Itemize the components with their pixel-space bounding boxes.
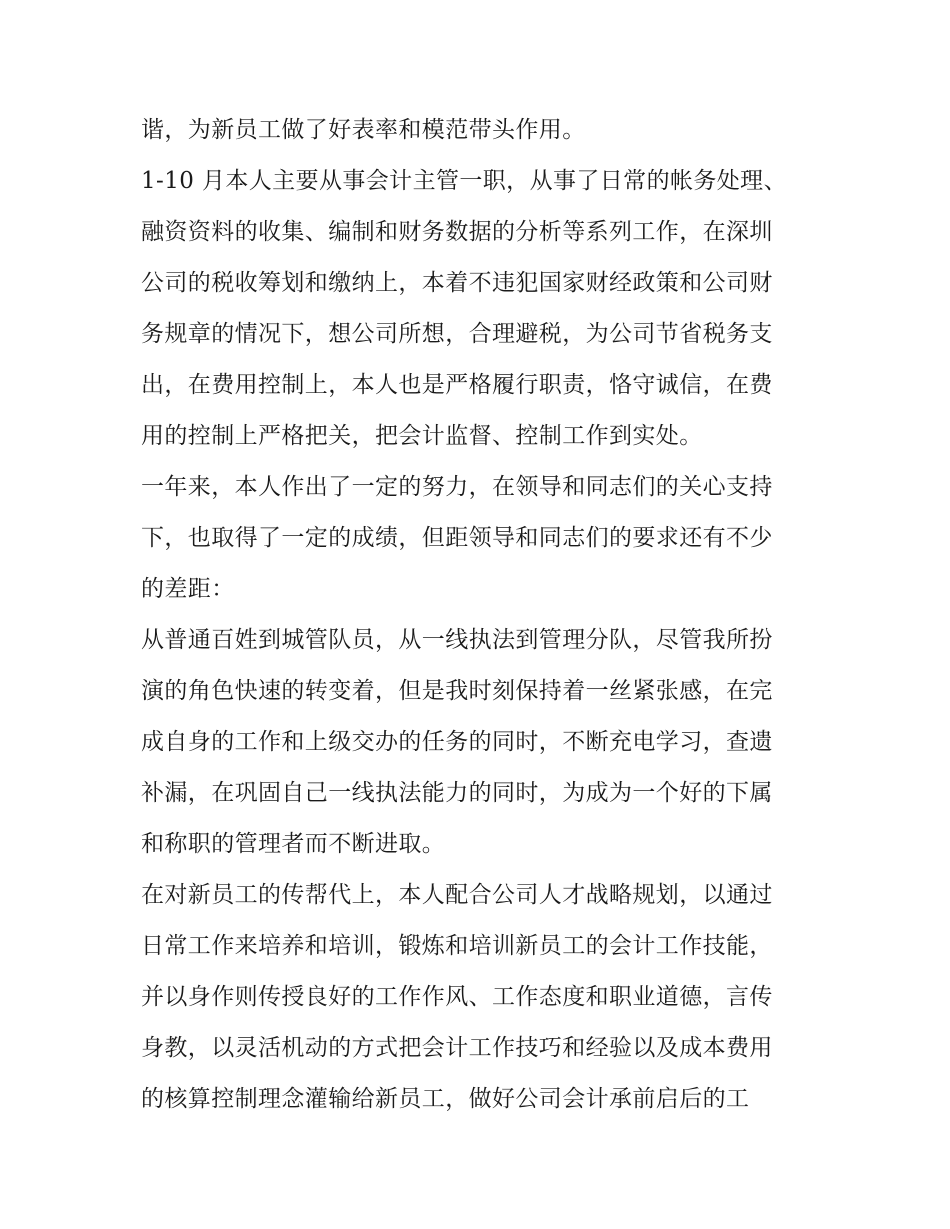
- text-line: 谐，为新员工做了好表率和模范带头作用。: [141, 117, 586, 143]
- text-line: 和称职的管理者而不断进取。: [141, 831, 446, 857]
- text-line: 融资资料的收集、编制和财务数据的分析等系列工作，在深圳: [141, 219, 773, 245]
- text-line: 出，在费用控制上，本人也是严格履行职责，恪守诚信，在费: [141, 372, 773, 398]
- text-line: 1-10 月本人主要从事会计主管一职，从事了日常的帐务处理、: [141, 168, 787, 194]
- text-line: 用的控制上严格把关，把会计监督、控制工作到实处。: [141, 423, 703, 449]
- text-line: 并以身作则传授良好的工作作风、工作态度和职业道德，言传: [141, 984, 773, 1010]
- text-line: 补漏，在巩固自己一线执法能力的同时，为成为一个好的下属: [141, 780, 773, 806]
- text-line: 演的角色快速的转变着，但是我时刻保持着一丝紧张感，在完: [141, 678, 773, 704]
- text-line: 从普通百姓到城管队员，从一线执法到管理分队，尽管我所扮: [141, 627, 773, 653]
- text-line: 一年来，本人作出了一定的努力，在领导和同志们的关心支持: [141, 474, 773, 500]
- body-text: [141, 108, 821, 1128]
- text-line: 成自身的工作和上级交办的任务的同时，不断充电学习，查遗: [141, 729, 773, 755]
- text-line: 日常工作来培养和培训，锻炼和培训新员工的会计工作技能，: [141, 933, 773, 959]
- text-line: 务规章的情况下，想公司所想，合理避税，为公司节省税务支: [141, 321, 773, 347]
- text-line: 下，也取得了一定的成绩，但距领导和同志们的要求还有不少: [141, 525, 773, 551]
- text-line: 在对新员工的传帮代上，本人配合公司人才战略规划，以通过: [141, 882, 773, 908]
- text-line: 公司的税收筹划和缴纳上，本着不违犯国家财经政策和公司财: [141, 270, 773, 296]
- text-line: 身教，以灵活机动的方式把会计工作技巧和经验以及成本费用: [141, 1035, 773, 1061]
- text-line: 的核算控制理念灌输给新员工，做好公司会计承前启后的工: [141, 1086, 750, 1112]
- text-line: 的差距：: [141, 576, 235, 602]
